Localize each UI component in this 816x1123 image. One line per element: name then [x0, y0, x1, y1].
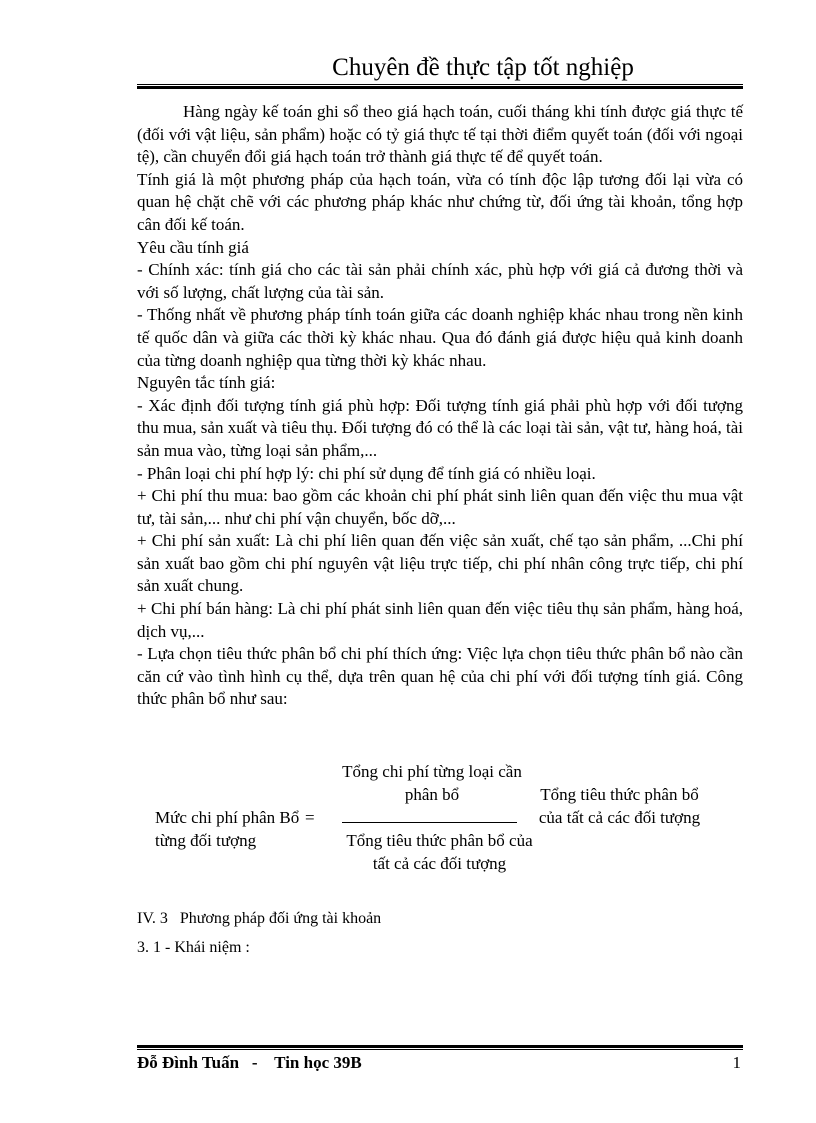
- paragraph: Yêu cầu tính giá: [137, 237, 249, 257]
- paragraph: Hàng ngày kế toán ghi sổ theo giá hạch toán, cuối tháng khi tính được giá thực tế (đối với vật liệu, sản phẩm) hoặc có tỷ giá thực tế tại thời điểm quyết toán (đối với ngoại tệ), cần chuyển đổi giá hạch toán trở thành giá thực tế để quyết toán.: [137, 102, 743, 167]
- formula-fraction-bar: [342, 822, 517, 823]
- formula-left-side: Mức chi phí phân Bổ từng đối tượng: [155, 808, 300, 850]
- allocation-formula: [137, 760, 743, 880]
- paragraph: Nguyên tắc tính giá:: [137, 373, 276, 393]
- paragraph: + Chi phí bán hàng: Là chi phí phát sinh liên quan đến việc tiêu thụ sản phẩm, hàng hoá, dịch vụ,...: [137, 599, 743, 641]
- formula-numerator: Tổng chi phí từng loại cần phân bổ: [342, 762, 522, 804]
- paragraph: - Phân loại chi phí hợp lý: chi phí sử dụng để tính giá có nhiều loại.: [137, 463, 596, 483]
- header-rule: [137, 84, 743, 89]
- paragraph: - Chính xác: tính giá cho các tài sản phải chính xác, phù hợp với giá cả đương thời và với số lượng, chất lượng của tài sản.: [137, 260, 743, 302]
- formula-right-term: Tổng tiêu thức phân bổ của tất cả các đối tượng: [538, 785, 701, 827]
- paragraph: Tính giá là một phương pháp của hạch toán, vừa có tính độc lập tương đối lại vừa có quan hệ chặt chẽ với các phương pháp khác như chứng từ, đối ứng tài khoản, tổng hợp cân đối kế toán.: [137, 169, 743, 234]
- section-subheading: 3. 1 - Khái niệm :: [137, 939, 250, 956]
- footer-author: Đỗ Đình Tuấn - Tin học 39B: [137, 1053, 362, 1072]
- formula-denominator: Tổng tiêu thức phân bổ của tất cả các đối tượng: [346, 831, 533, 873]
- formula-equals-sign: =: [305, 808, 315, 827]
- page-footer: [137, 1052, 743, 1074]
- page-header-title: Chuyên đề thực tập tốt nghiệp: [332, 54, 634, 81]
- paragraph: + Chi phí thu mua: bao gồm các khoản chi phí phát sinh liên quan đến việc thu mua vật tư, tài sản,... như chi phí vận chuyển, bốc dỡ,...: [137, 486, 743, 528]
- paragraph: - Xác định đối tượng tính giá phù hợp: Đối tượng tính giá phải phù hợp với đối tượng thu mua, sản xuất và tiêu thụ. Đối tượng đó có thể là các loại tài sản, vật tư, hàng hoá, tài sản mua vào, từng loại sản phẩm,...: [137, 395, 743, 460]
- section-heading: IV. 3 Phương pháp đối ứng tài khoản: [137, 910, 382, 927]
- paragraph: - Lựa chọn tiêu thức phân bổ chi phí thích ứng: Việc lựa chọn tiêu thức phân bổ nào cần căn cứ vào tình hình cụ thể, dựa trên quan hệ của chi phí với đối tượng tính giá. Công thức phân bổ như sau:: [137, 644, 743, 709]
- footer-rule: [137, 1045, 743, 1050]
- body-text: [137, 101, 743, 711]
- paragraph: - Thống nhất về phương pháp tính toán giữa các doanh nghiệp khác nhau trong nền kinh tế quốc dân và giữa các thời kỳ khác nhau. Qua đó đánh giá được hiệu quả kinh doanh của từng doanh nghiệp qua từng thời kỳ khác nhau.: [137, 305, 743, 370]
- paragraph: + Chi phí sản xuất: Là chi phí liên quan đến việc sản xuất, chế tạo sản phẩm, ...Chi phí sản xuất bao gồm chi phí nguyên vật liệu trực tiếp, chi phí nhân công trực tiếp, chi phí sản xuất chung.: [137, 531, 743, 596]
- page-number: 1: [732, 1053, 741, 1072]
